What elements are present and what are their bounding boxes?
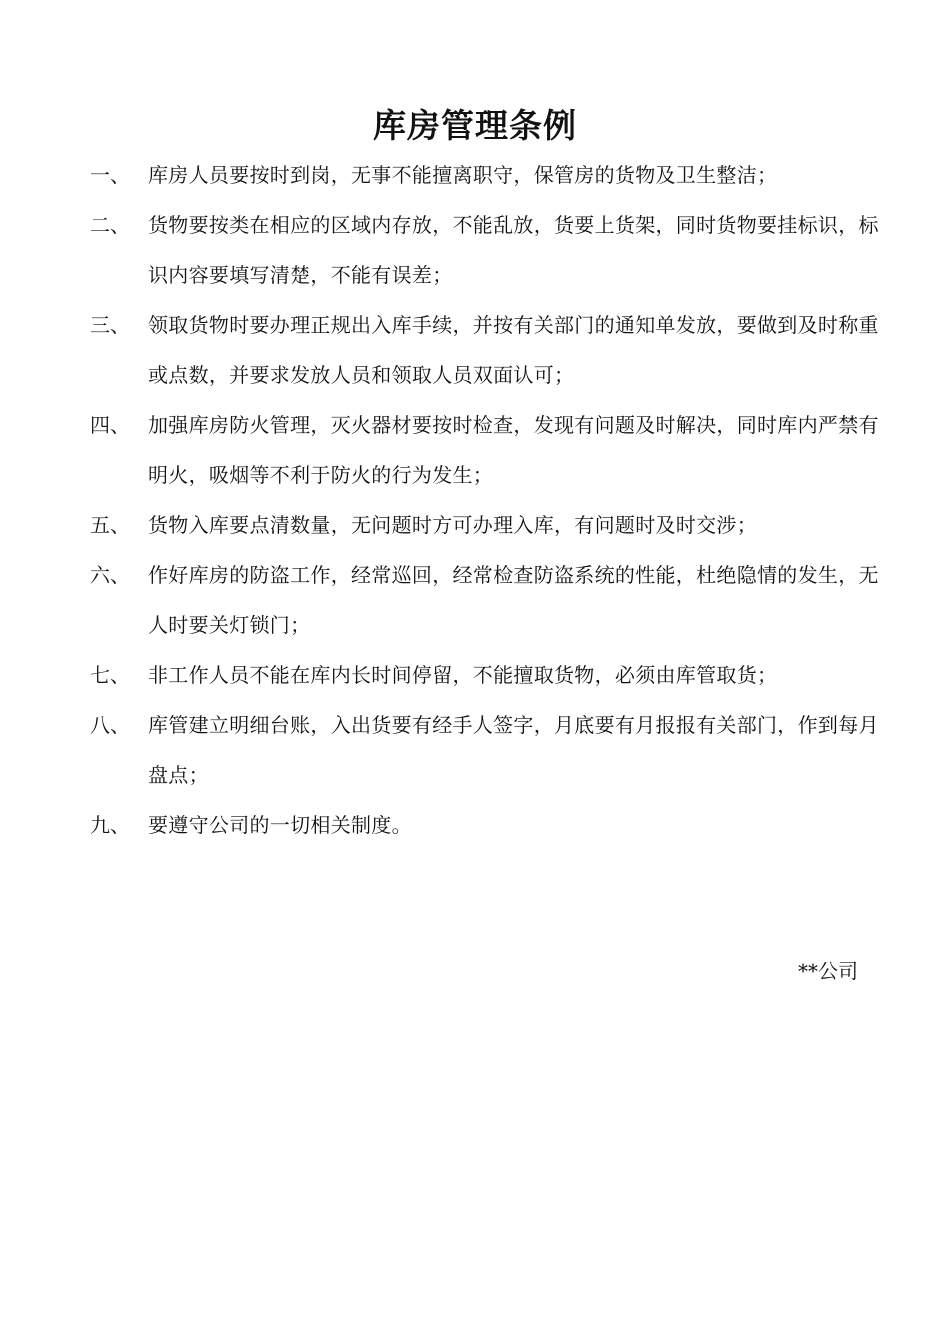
rule-text: 货物要按类在相应的区域内存放，不能乱放，货要上货架，同时货物要挂标识，标识内容要填写清楚，不能有误差； bbox=[148, 213, 879, 287]
rule-number: 三、 bbox=[90, 313, 130, 337]
rule-item bbox=[90, 650, 890, 700]
rule-number: 九、 bbox=[90, 813, 130, 837]
document-title: 库房管理条例 bbox=[373, 106, 577, 145]
rule-text: 要遵守公司的一切相关制度。 bbox=[148, 813, 412, 837]
rules-list bbox=[90, 150, 890, 850]
rule-number: 六、 bbox=[90, 563, 130, 587]
rule-item bbox=[90, 550, 890, 650]
rule-item bbox=[90, 800, 890, 850]
rule-text: 货物入库要点清数量，无问题时方可办理入库，有问题时及时交涉； bbox=[148, 513, 757, 537]
rule-text: 加强库房防火管理，灭火器材要按时检查，发现有问题及时解决，同时库内严禁有明火，吸烟等不利于防火的行为发生； bbox=[148, 413, 879, 487]
rule-item bbox=[90, 700, 890, 800]
rule-number: 五、 bbox=[90, 513, 130, 537]
rule-text: 非工作人员不能在库内长时间停留，不能擅取货物，必须由库管取货； bbox=[148, 663, 778, 687]
rule-item bbox=[90, 500, 890, 550]
rule-number: 二、 bbox=[90, 213, 130, 237]
rule-item bbox=[90, 300, 890, 400]
company-signature: **公司 bbox=[798, 959, 858, 983]
rule-item bbox=[90, 150, 890, 200]
rule-number: 八、 bbox=[90, 713, 130, 737]
rule-number: 四、 bbox=[90, 413, 130, 437]
rule-text: 库房人员要按时到岗，无事不能擅离职守，保管房的货物及卫生整洁； bbox=[148, 163, 778, 187]
rule-text: 领取货物时要办理正规出入库手续，并按有关部门的通知单发放，要做到及时称重或点数，并要求发放人员和领取人员双面认可； bbox=[148, 313, 879, 387]
rule-text: 作好库房的防盗工作，经常巡回，经常检查防盗系统的性能，杜绝隐情的发生，无人时要关灯锁门； bbox=[148, 563, 879, 637]
rule-text: 库管建立明细台账，入出货要有经手人签字，月底要有月报报有关部门，作到每月盘点； bbox=[148, 713, 879, 787]
rule-number: 一、 bbox=[90, 163, 130, 187]
rule-number: 七、 bbox=[90, 663, 130, 687]
rule-item bbox=[90, 400, 890, 500]
rule-item bbox=[90, 200, 890, 300]
